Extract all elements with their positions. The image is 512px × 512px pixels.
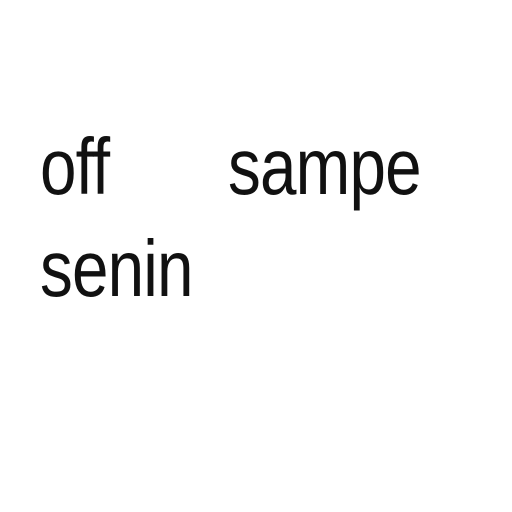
word-senin: senin (40, 224, 193, 313)
word-sampe: sampe (228, 122, 421, 211)
word-off: off (40, 122, 110, 211)
